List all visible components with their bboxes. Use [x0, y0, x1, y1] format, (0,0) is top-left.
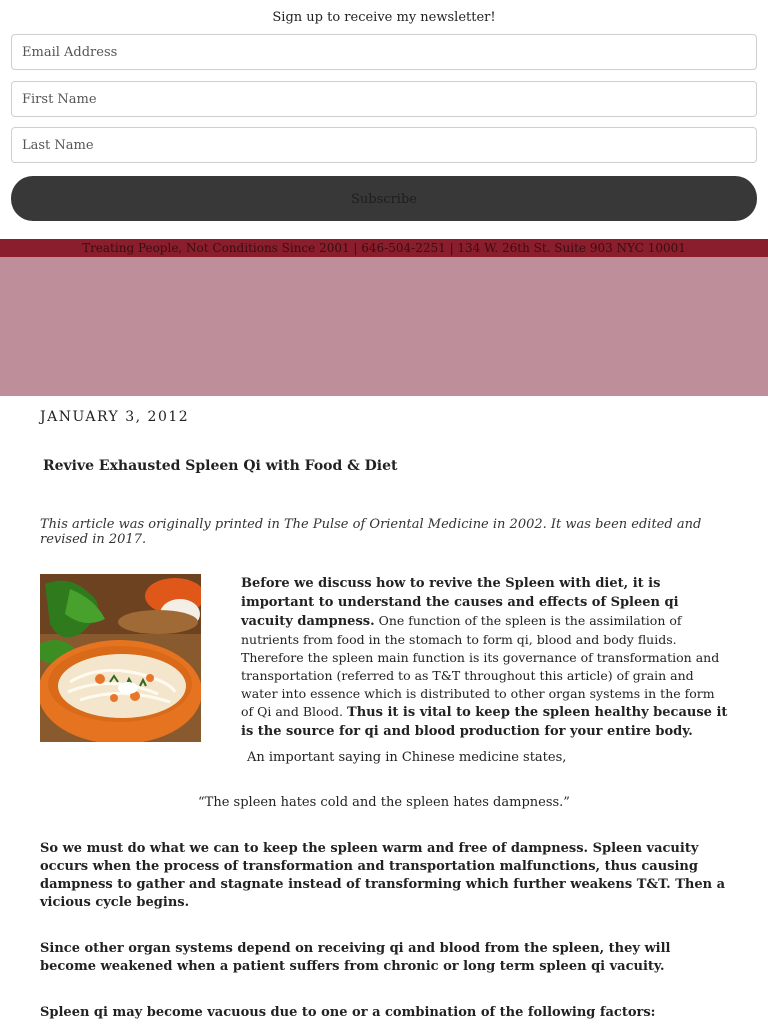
- article: [0, 409, 768, 1022]
- paragraph-organ-systems: Since other organ systems depend on receiving qi and blood from the spleen, they will become weakened when a patient suffers from chronic or long term spleen qi vacuity.: [40, 941, 671, 974]
- lead-body: One function of the spleen is the assimilation of nutrients from food in the stomach to form qi, blood and body fluids. Therefore the spleen main function is its governance of transformation and transportation (referred to as T&T throughout this article) of grain and water into essence which is distributed to other organ systems in the form of Qi and Blood.: [241, 613, 720, 719]
- post-date: JANUARY 3, 2012: [40, 409, 190, 425]
- article-intro: This article was originally printed in The Pulse of Oriental Medicine in 2002. It was been edited and revised in 2017.: [40, 517, 702, 547]
- lead-paragraph: [241, 574, 728, 741]
- lead-bold-conclusion: Thus it is vital to keep the spleen healthy because it is the source for qi and blood production for your entire body.: [241, 705, 728, 739]
- subscribe-button[interactable]: Subscribe: [11, 176, 757, 221]
- email-input[interactable]: [11, 34, 757, 70]
- paragraph-factors: Spleen qi may become vacuous due to one or a combination of the following factors:: [40, 1005, 656, 1020]
- first-name-input[interactable]: [11, 81, 757, 117]
- paragraph-spleen-warm: So we must do what we can to keep the spleen warm and free of dampness. Spleen vacuity occurs when the process of transformation and transportation malfunctions, thus causing dampness to gather and stagnate instead of transforming which further weakens T&T. Then a vicious cycle begins.: [40, 841, 725, 910]
- article-lead-section: [40, 574, 728, 742]
- quote: “The spleen hates cold and the spleen hates dampness.”: [198, 795, 570, 810]
- contact-bar: Treating People, Not Conditions Since 2001 | 646-504-2251 | 134 W. 26th St. Suite 903 NYC 10001: [0, 239, 768, 257]
- saying-intro: An important saying in Chinese medicine states,: [247, 750, 567, 765]
- header-banner: [0, 257, 768, 396]
- post-title[interactable]: Revive Exhausted Spleen Qi with Food & Diet: [43, 458, 398, 474]
- newsletter-signup: [0, 0, 768, 239]
- soup-bowl-image: [40, 574, 201, 742]
- last-name-input[interactable]: [11, 127, 757, 163]
- lead-bold-intro: Before we discuss how to revive the Spleen with diet, it is important to understand the causes and effects of Spleen qi vacuity dampness.: [241, 576, 679, 629]
- newsletter-title: Sign up to receive my newsletter!: [272, 10, 496, 25]
